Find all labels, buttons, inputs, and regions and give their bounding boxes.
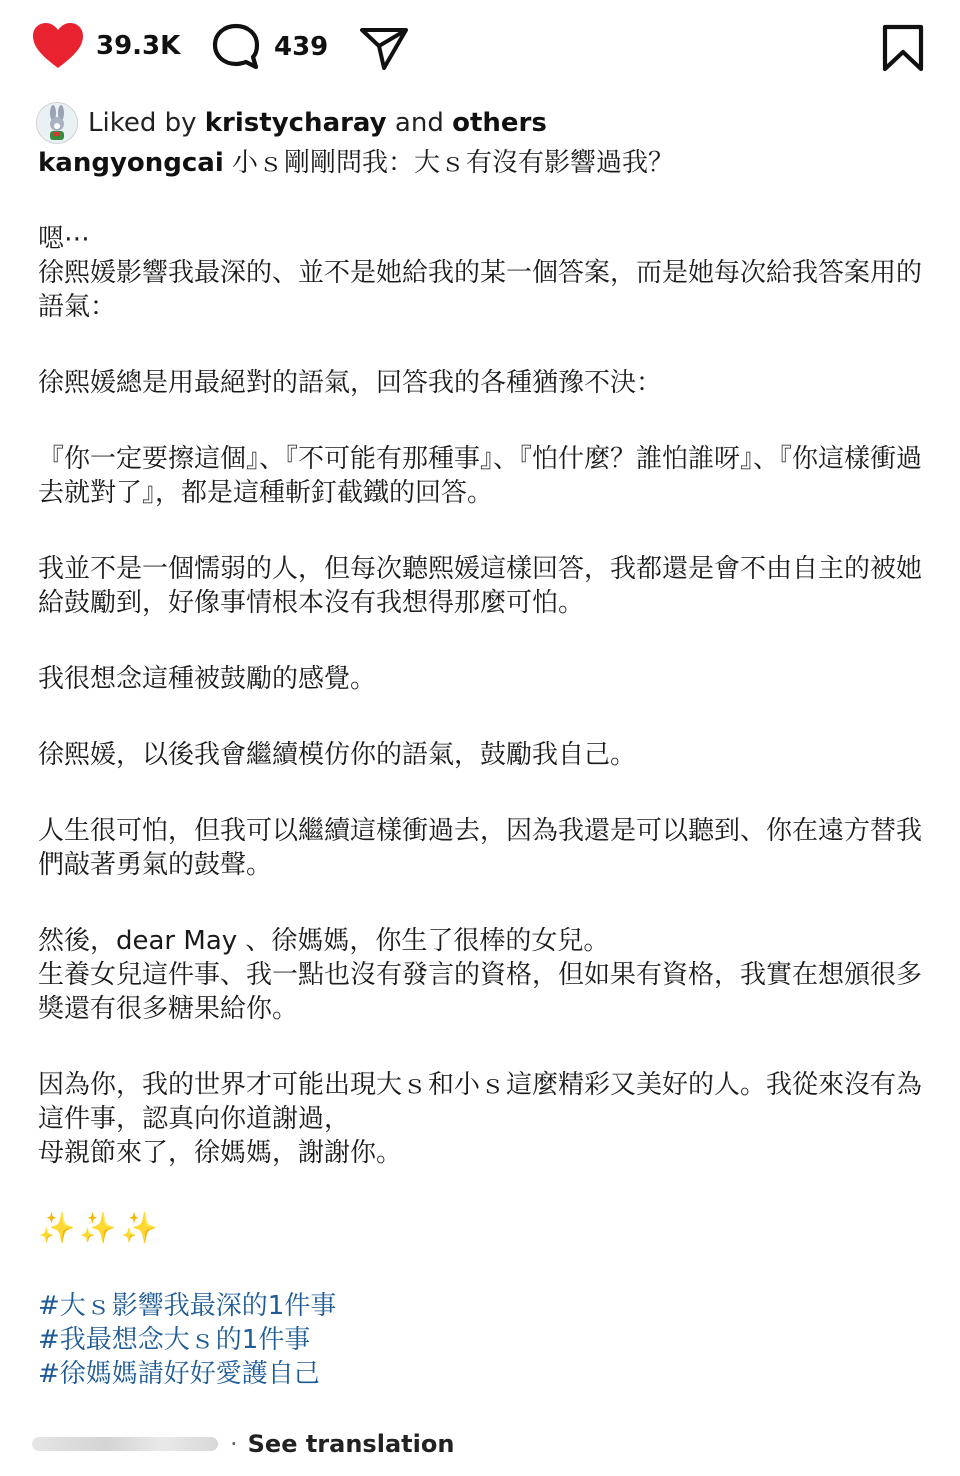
- caption-paragraph-4: [38, 552, 923, 620]
- hashtag-list: [38, 1289, 923, 1391]
- liked-by-prefix: Liked by: [88, 108, 205, 138]
- hashtag-link[interactable]: #徐媽媽請好好愛護自己: [38, 1359, 320, 1389]
- comment-count: 439: [274, 32, 329, 62]
- translation-row: [32, 1428, 454, 1460]
- like-button[interactable]: [32, 22, 180, 70]
- caption-paragraph-9: [38, 1068, 923, 1170]
- liked-by-others-link[interactable]: others: [452, 108, 547, 138]
- save-button[interactable]: [880, 24, 926, 72]
- caption-line: 徐熙媛影響我最深的、並不是她給我的某一個答案，而是她每次給我答案用的語氣：: [38, 258, 923, 322]
- see-translation-button[interactable]: See translation: [247, 1430, 455, 1458]
- liked-by-user-link[interactable]: kristycharay: [204, 108, 387, 138]
- separator-dot: ·: [230, 1430, 238, 1458]
- caption-paragraph-2: [38, 366, 923, 400]
- comment-icon: [210, 22, 262, 72]
- liked-by-middle: and: [386, 108, 453, 138]
- share-button[interactable]: [358, 24, 410, 72]
- caption-line: 生養女兒這件事、我一點也沒有發言的資格，但如果有資格，我實在想頒很多獎還有很多糖果給你。: [38, 960, 923, 1024]
- caption-paragraph-5: [38, 662, 923, 696]
- caption-line: 徐熙媛總是用最絕對的語氣，回答我的各種猶豫不決：: [38, 368, 663, 398]
- avatar[interactable]: [36, 102, 78, 144]
- caption-line: 人生很可怕，但我可以繼續這樣衝過去，因為我還是可以聽到、你在遠方替我們敲著勇氣的鼓聲。: [38, 816, 923, 880]
- bunny-avatar-icon: [37, 103, 77, 143]
- hashtag-link[interactable]: #我最想念大ｓ的1件事: [38, 1325, 311, 1355]
- caption-username[interactable]: kangyongcai: [38, 148, 224, 178]
- like-count: 39.3K: [96, 31, 181, 61]
- sparkles-emoji: ✨✨✨: [38, 1211, 163, 1246]
- hashtag-link[interactable]: #大ｓ影響我最深的1件事: [38, 1291, 337, 1321]
- bookmark-icon: [880, 24, 926, 72]
- caption-line: 我並不是一個懦弱的人，但每次聽熙媛這樣回答，我都還是會不由自主的被她給鼓勵到，好像事情根本沒有我想得那麼可怕。: [38, 554, 923, 618]
- action-bar: [0, 0, 960, 100]
- caption-paragraph-6: [38, 738, 923, 772]
- caption-paragraph-8: [38, 924, 923, 1026]
- caption-line: 『你一定要擦這個』、『不可能有那種事』、『怕什麼？誰怕誰呀』、『你這樣衝過去就對了』，都是這種斬釘截鐵的回答。: [38, 444, 923, 508]
- comment-button[interactable]: [210, 22, 328, 72]
- blurred-timestamp: [32, 1437, 218, 1451]
- caption-sparkles: [38, 1212, 923, 1247]
- post-caption: [38, 146, 923, 1391]
- caption-paragraph-3: [38, 442, 923, 510]
- heart-icon: [32, 22, 84, 70]
- caption-paragraph-7: [38, 814, 923, 882]
- caption-line: 徐熙媛，以後我會繼續模仿你的語氣，鼓勵我自己。: [38, 740, 637, 770]
- caption-paragraph-1: [38, 222, 923, 324]
- caption-line: 母親節來了，徐媽媽，謝謝你。: [38, 1138, 403, 1168]
- caption-line: 嗯⋯: [38, 224, 91, 254]
- caption-line: 然後，dear May 、徐媽媽，你生了很棒的女兒。: [38, 926, 610, 956]
- caption-line: 我很想念這種被鼓勵的感覺。: [38, 664, 377, 694]
- caption-line: 因為你，我的世界才可能出現大ｓ和小ｓ這麼精彩又美好的人。我從來沒有為這件事，認真向你道謝過，: [38, 1070, 923, 1134]
- caption-first-line: 小ｓ剛剛問我：大ｓ有沒有影響過我？: [223, 148, 675, 178]
- liked-by-row: [36, 103, 547, 143]
- send-icon: [358, 24, 410, 72]
